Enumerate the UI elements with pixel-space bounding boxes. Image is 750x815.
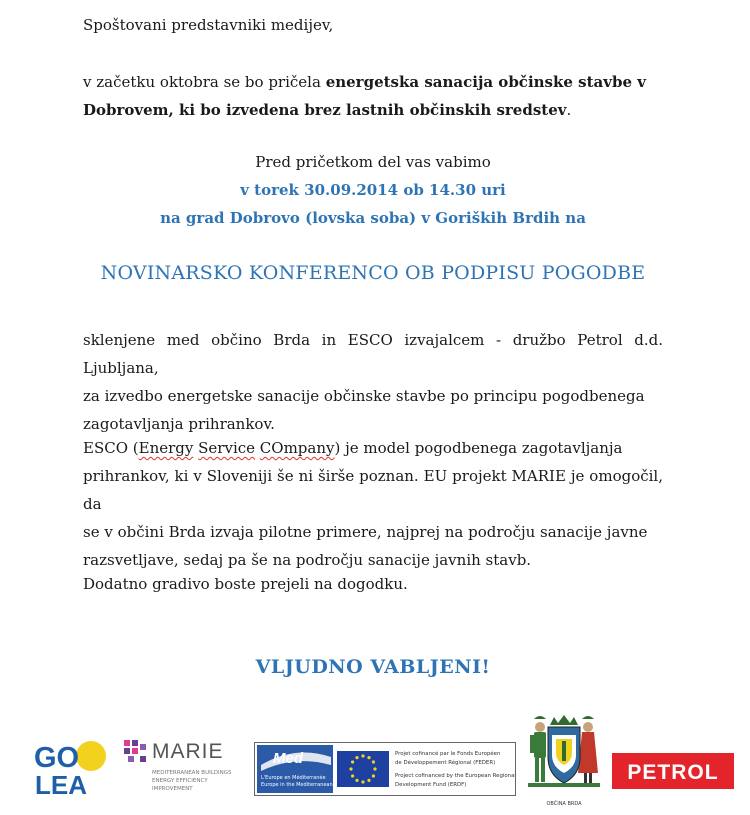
additional-note: Dodatno gradivo boste prejeli na dogodku. — [83, 575, 408, 593]
contract-paragraph — [83, 326, 663, 438]
petrol-text: PETROL — [627, 761, 719, 784]
obcina-brda-logo — [528, 713, 600, 811]
marie-sub-3: IMPROVEMENT — [152, 786, 193, 792]
conference-heading: NOVINARSKO KONFERENCO OB PODPISU POGODBE — [100, 262, 646, 284]
esco-paragraph — [83, 434, 663, 574]
contract-line-1: sklenjene med občino Brda in ESCO izvajalcem - družbo Petrol d.d. Ljubljana, — [83, 331, 663, 377]
feder-line-4: Development Fund (ERDF) — [395, 782, 467, 788]
place-line: na grad Dobrovo (lovska soba) v Goriških Brdih na — [160, 209, 586, 227]
contract-line-2: za izvedbo energetske sanacije občinske stavbe po principu pogodbenega — [83, 387, 645, 405]
marie-logo — [122, 738, 244, 802]
logo-strip — [0, 705, 750, 813]
esco-line-2: prihrankov, ki v Sloveniji še ni širše poznan. EU projekt MARIE je omogočil, da — [83, 467, 663, 513]
greeting: Spoštovani predstavniki medijev, — [83, 16, 334, 34]
closing-line: VLJUDNO VABLJENI! — [255, 656, 491, 678]
marie-name: MARIE — [152, 740, 224, 763]
esco-pre: ESCO ( — [83, 439, 139, 457]
feder-line-3: Project cofinanced by the European Regional — [395, 773, 515, 779]
esco-line-4: razsvetljave, sedaj pa še na področju sanacije javnih stavb. — [83, 551, 532, 569]
date-line: v torek 30.09.2014 ob 14.30 uri — [240, 181, 506, 199]
intro-end: . — [566, 101, 572, 119]
feder-line-1: Projet cofinancé par le Fonds Européen — [395, 751, 501, 757]
brda-coat-of-arms-icon — [528, 713, 600, 811]
feder-line-2: de Développement Régional (FEDER) — [395, 760, 496, 766]
med-feder-mark — [255, 743, 515, 795]
med-name: Med — [273, 750, 303, 767]
golea-logo — [33, 740, 111, 796]
brda-caption: OBČINA BRDA — [546, 801, 582, 807]
marie-sub-2: ENERGY EFFICIENCY — [152, 778, 208, 784]
contract-line-3: zagotavljanja prihrankov. — [83, 415, 275, 433]
esco-rest: ) je model pogodbenega zagotavljanja — [334, 439, 623, 457]
invite-line: Pred pričetkom del vas vabimo — [255, 153, 491, 171]
golea-top-text: GO — [34, 742, 80, 774]
intro-bold-1: energetska sanacija občinske stavbe v — [325, 73, 646, 91]
intro-text: v začetku oktobra se bo pričela — [83, 73, 326, 91]
marie-sub-1: MEDITERRANEAN BUILDINGS — [152, 770, 232, 776]
intro-bold-2: Dobrovem, ki bo izvedena brez lastnih občinskih sredstev — [83, 101, 567, 119]
med-sub-1: L'Europe en Méditerranée — [261, 775, 326, 781]
med-sub-2: Europe in the Mediterranean — [261, 782, 333, 788]
marie-mark — [122, 738, 244, 802]
esco-word-company: COmpany — [259, 439, 335, 457]
intro-paragraph — [83, 68, 663, 124]
golea-mark — [33, 740, 111, 796]
petrol-logo — [612, 753, 734, 789]
med-feder-logo — [254, 742, 516, 796]
golea-bottom-text: LEA — [35, 770, 87, 796]
esco-word-service: Service — [198, 439, 256, 457]
petrol-mark — [612, 753, 734, 789]
esco-word-energy: Energy — [138, 439, 194, 457]
esco-line-3: se v občini Brda izvaja pilotne primere, najprej na področju sanacije javne — [83, 523, 648, 541]
